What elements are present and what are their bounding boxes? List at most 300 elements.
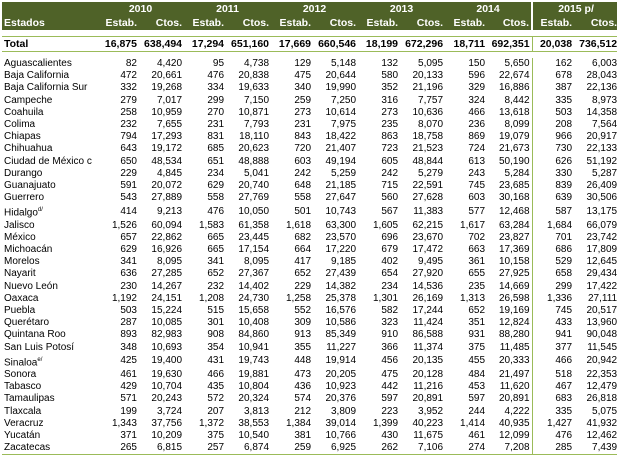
value-cell: 6,815: [139, 442, 184, 455]
value-cell: 1,617: [460, 219, 486, 231]
value-cell: 682: [294, 231, 312, 243]
value-cell: 1,258: [285, 292, 312, 304]
value-cell: 28,043: [586, 70, 617, 82]
value-cell: 24,151: [151, 292, 183, 304]
value-cell: 234: [381, 280, 399, 292]
value-cell: 10,540: [238, 430, 270, 441]
value-cell: 12,462: [586, 430, 617, 441]
year-2012-header: 2012: [271, 2, 358, 16]
value-cell: 19,400: [151, 355, 183, 367]
value-cell: 10,923: [325, 381, 357, 393]
value-cell: 8,095: [243, 256, 270, 268]
state-name: México: [4, 231, 36, 243]
value-cell: 10,704: [151, 381, 183, 393]
value-cell: 730: [555, 143, 573, 155]
value-cell: 869: [468, 131, 486, 143]
value-cell: 27,920: [412, 268, 444, 280]
value-cell: 11,424: [413, 317, 444, 329]
value-cell: 19,169: [487, 305, 532, 317]
value-cell: 1,301: [373, 292, 399, 304]
value-cell: 467: [555, 381, 573, 393]
value-cell: 1,414: [460, 417, 486, 429]
value-cell: 11,383: [413, 205, 444, 217]
state-name: Querétaro: [4, 317, 50, 329]
value-cell: 472: [120, 70, 137, 82]
value-cell: 10,085: [151, 317, 183, 329]
value-cell: 5,650: [487, 58, 532, 70]
state-name-cell: [2, 95, 97, 107]
value-cell: 18,110: [239, 131, 270, 143]
value-cell: 629: [120, 244, 137, 256]
ctos-column-header: Ctos.: [139, 16, 184, 30]
value-cell: 863: [381, 131, 399, 143]
hotel-statistics-table-container: [2, 2, 617, 455]
value-cell: 208: [555, 119, 573, 131]
state-name: Nuevo León: [4, 280, 58, 292]
value-cell: 82: [125, 58, 137, 70]
value-cell: 466: [555, 355, 573, 367]
value-cell: 7,655: [156, 119, 183, 131]
value-cell: 22,133: [586, 143, 617, 155]
value-cell: 908: [207, 329, 225, 341]
year-2014-header: 2014: [445, 2, 532, 16]
ctos-column-header: Ctos.: [574, 16, 617, 30]
value-cell: 60,094: [151, 219, 183, 231]
state-name: Zacatecas: [4, 442, 51, 454]
value-cell: 613: [468, 155, 486, 167]
value-cell: 63,300: [325, 219, 357, 231]
value-cell: 27,628: [412, 192, 444, 204]
table-row: [2, 268, 617, 280]
value-cell: 685: [207, 143, 225, 155]
state-rows: [2, 58, 617, 455]
value-cell: 571: [120, 393, 137, 405]
value-cell: 366: [381, 341, 399, 353]
total-value: 651,160: [226, 37, 271, 52]
value-cell: 597: [381, 393, 399, 405]
value-cell: 652: [294, 268, 312, 280]
value-cell: 40,223: [412, 417, 444, 429]
value-cell: 8,099: [487, 119, 532, 131]
value-cell: 20,942: [586, 355, 617, 367]
value-cell: 580: [381, 70, 399, 82]
state-name: Baja California Sur: [4, 82, 88, 94]
value-cell: 223: [381, 405, 399, 417]
value-cell: 66,079: [586, 219, 617, 231]
value-cell: 10,158: [487, 256, 532, 268]
value-cell: 5,287: [592, 167, 617, 179]
value-cell: 10,586: [325, 317, 357, 329]
value-cell: 13,618: [487, 107, 532, 119]
value-cell: 21,523: [412, 143, 444, 155]
value-cell: 17,369: [487, 244, 532, 256]
value-cell: 132: [381, 58, 399, 70]
value-cell: 429: [120, 381, 137, 393]
value-cell: 262: [358, 442, 400, 455]
value-cell: 931: [468, 329, 486, 341]
state-name-cell: [2, 442, 97, 455]
table-row: [2, 82, 617, 94]
value-cell: 652: [207, 268, 225, 280]
value-cell: 335: [555, 405, 573, 417]
value-cell: 9,185: [331, 256, 357, 268]
value-cell: 19,079: [487, 131, 532, 143]
total-value: 736,512: [574, 37, 617, 52]
value-cell: 1,384: [285, 417, 312, 429]
value-cell: 14,402: [238, 280, 270, 292]
value-cell: 402: [381, 256, 399, 268]
table-row: [2, 220, 617, 232]
value-cell: 20,376: [325, 393, 357, 405]
state-name-cell: [2, 192, 97, 204]
value-cell: 23,445: [238, 231, 270, 243]
value-cell: 503: [120, 304, 137, 316]
table-row: [2, 232, 617, 244]
state-name-cell: [2, 268, 97, 280]
table-row: [2, 95, 617, 107]
table-row: [2, 131, 617, 143]
value-cell: 20,243: [151, 393, 183, 405]
value-cell: 27,925: [487, 268, 532, 280]
value-cell: 11,216: [413, 381, 444, 393]
value-cell: 5,259: [331, 167, 357, 179]
state-name-cell: [2, 341, 97, 353]
value-cell: 361: [468, 256, 486, 268]
value-cell: 14,358: [586, 106, 617, 118]
state-name-cell: [2, 256, 97, 268]
state-name-cell: [2, 317, 97, 329]
value-cell: 12,479: [586, 381, 617, 393]
value-cell: 243: [468, 167, 486, 179]
table-row: [2, 442, 617, 455]
state-name-cell: [2, 220, 97, 232]
value-cell: 26,169: [412, 292, 444, 304]
table-row: [2, 305, 617, 317]
value-cell: 27,889: [151, 192, 183, 204]
value-cell: 21,673: [487, 143, 532, 155]
value-cell: 13,960: [586, 317, 617, 329]
value-cell: 745: [468, 179, 486, 191]
table-row: [2, 244, 617, 256]
value-cell: 11,374: [413, 341, 444, 353]
estab-column-header: Estab.: [97, 16, 139, 30]
state-name-cell: [2, 82, 97, 94]
state-name: Sinaloa: [4, 356, 38, 368]
year-2013-header: 2013: [358, 2, 445, 16]
table-row: [2, 180, 617, 192]
state-name: Chiapas: [4, 131, 41, 143]
value-cell: 461: [120, 369, 137, 381]
value-cell: 19,268: [151, 82, 183, 94]
value-cell: 476: [207, 205, 225, 217]
value-cell: 605: [381, 155, 399, 167]
value-cell: 643: [120, 143, 137, 155]
value-cell: 19,630: [151, 369, 183, 381]
state-name-cell: [2, 232, 97, 244]
value-cell: 229: [294, 280, 312, 292]
value-cell: 375: [207, 430, 225, 441]
value-cell: 50,190: [487, 156, 532, 168]
value-cell: 20,072: [151, 179, 183, 191]
value-cell: 20,644: [325, 70, 357, 82]
value-cell: 582: [381, 304, 399, 316]
state-name: Tamaulipas: [4, 393, 55, 405]
value-cell: 417: [294, 256, 312, 268]
value-cell: 577: [468, 205, 486, 217]
value-cell: 596: [468, 70, 486, 82]
value-cell: 3,809: [331, 405, 357, 417]
value-cell: 375: [468, 341, 486, 353]
value-cell: 285: [532, 442, 574, 455]
value-cell: 150: [468, 58, 486, 70]
value-cell: 231: [207, 119, 225, 131]
table-header: [2, 2, 617, 30]
value-cell: 543: [120, 192, 137, 204]
value-cell: 23,742: [586, 231, 617, 243]
value-cell: 235: [381, 119, 399, 131]
value-cell: 20,891: [412, 393, 444, 405]
value-cell: 7,757: [418, 94, 444, 106]
value-cell: 17,422: [586, 280, 617, 292]
value-cell: 8,095: [156, 256, 183, 268]
value-cell: 831: [207, 131, 225, 143]
value-cell: 341: [120, 256, 137, 268]
value-cell: 354: [207, 341, 225, 353]
value-cell: 7,564: [592, 119, 617, 131]
value-cell: 665: [207, 231, 225, 243]
value-cell: 657: [120, 231, 137, 243]
value-cell: 567: [381, 205, 399, 217]
ctos-column-header: Ctos.: [400, 16, 445, 30]
state-name-cell: [2, 180, 97, 192]
value-cell: 843: [294, 131, 312, 143]
table-row: [2, 329, 617, 341]
state-name-cell: [2, 418, 97, 430]
value-cell: 63,284: [487, 220, 532, 232]
value-cell: 448: [294, 355, 312, 367]
value-cell: 8,973: [592, 94, 617, 106]
value-cell: 351: [468, 317, 486, 329]
value-cell: 199: [120, 405, 137, 417]
state-name: Chihuahua: [4, 143, 53, 155]
table-row: [2, 381, 617, 393]
value-cell: 1,336: [547, 292, 573, 304]
value-cell: 461: [468, 430, 486, 441]
total-value: 672,296: [400, 37, 445, 52]
value-cell: 25,378: [325, 292, 357, 304]
value-cell: 453: [468, 381, 486, 393]
value-cell: 21,497: [487, 369, 532, 381]
state-name-cell: [2, 329, 97, 341]
table-row: [2, 156, 617, 168]
value-cell: 629: [207, 179, 225, 191]
state-name: Colima: [4, 119, 36, 131]
value-cell: 1,399: [373, 417, 399, 429]
value-cell: 234: [207, 167, 225, 179]
value-cell: 324: [468, 94, 486, 106]
state-name-cell: [2, 406, 97, 418]
value-cell: 273: [294, 106, 312, 118]
state-name-cell: [2, 381, 97, 393]
value-cell: 21,196: [412, 82, 444, 94]
value-cell: 442: [381, 381, 399, 393]
estab-column-header: Estab.: [184, 16, 226, 30]
value-cell: 27,647: [325, 192, 357, 204]
year-2010-header: 2010: [97, 2, 184, 16]
state-name: Yucatán: [4, 430, 41, 441]
estab-column-header: Estab.: [445, 16, 487, 30]
state-name: Michoacán: [4, 244, 53, 256]
value-cell: 1,313: [460, 292, 486, 304]
value-cell: 651: [207, 155, 225, 167]
value-cell: 244: [468, 405, 486, 417]
total-value: 17,669: [271, 37, 313, 52]
state-name: Guerrero: [4, 192, 45, 204]
value-cell: 90,048: [586, 329, 617, 341]
value-cell: 259: [294, 94, 312, 106]
value-cell: 18,422: [325, 131, 357, 143]
state-name: San Luis Potosí: [4, 341, 75, 353]
value-cell: 913: [294, 329, 312, 341]
value-cell: 16,926: [151, 244, 183, 256]
value-cell: 552: [294, 304, 312, 316]
state-name-cell: [2, 305, 97, 317]
value-cell: 683: [555, 393, 573, 405]
value-cell: 414: [120, 205, 137, 217]
value-cell: 38,553: [238, 417, 270, 429]
value-cell: 231: [294, 119, 312, 131]
state-name: Jalisco: [4, 219, 35, 231]
table-row: [2, 369, 617, 381]
value-cell: 39,014: [325, 417, 357, 429]
value-cell: 591: [120, 179, 137, 191]
value-cell: 7,975: [331, 119, 357, 131]
value-cell: 19,990: [325, 82, 357, 94]
value-cell: 20,133: [412, 70, 444, 82]
value-cell: 352: [381, 82, 399, 94]
value-cell: 678: [555, 70, 573, 82]
value-cell: 11,485: [487, 341, 532, 353]
value-cell: 279: [120, 94, 137, 106]
value-cell: 41,932: [586, 417, 617, 429]
value-cell: 21,185: [325, 179, 357, 191]
value-cell: 26,409: [586, 179, 617, 191]
value-cell: 476: [207, 70, 225, 82]
value-cell: 84,860: [238, 329, 270, 341]
total-row: [2, 37, 617, 52]
value-cell: 15,658: [238, 304, 270, 316]
value-cell: 10,959: [151, 106, 183, 118]
value-cell: 12,645: [586, 256, 617, 268]
value-cell: 4,420: [156, 58, 183, 70]
value-cell: 88,280: [487, 329, 532, 341]
value-cell: 5,075: [592, 405, 617, 417]
state-name-cell: [2, 119, 97, 131]
value-cell: 723: [381, 143, 399, 155]
value-cell: 17,220: [325, 244, 357, 256]
state-name: Durango: [4, 167, 43, 179]
value-cell: 1,343: [111, 417, 137, 429]
total-value: 18,711: [445, 37, 487, 52]
value-cell: 51,192: [586, 155, 617, 167]
value-cell: 242: [294, 167, 312, 179]
estab-column-header: Estab.: [358, 16, 400, 30]
value-cell: 5,041: [243, 167, 270, 179]
state-name-cell: [2, 58, 97, 70]
total-value: 17,294: [184, 37, 226, 52]
table-row: [2, 70, 617, 82]
value-cell: 162: [555, 58, 573, 70]
value-cell: 20,135: [412, 355, 444, 367]
value-cell: 5,148: [331, 58, 357, 70]
value-cell: 8,442: [487, 95, 532, 107]
value-cell: 3,813: [243, 405, 270, 417]
value-cell: 334: [207, 82, 225, 94]
table-row: [2, 192, 617, 204]
value-cell: 436: [294, 381, 312, 393]
state-name-cell: [2, 369, 97, 381]
state-name: Campeche: [4, 94, 53, 106]
table-row: [2, 341, 617, 353]
state-name: Tlaxcala: [4, 405, 42, 417]
state-name-cell: [2, 354, 97, 369]
table-row: [2, 317, 617, 329]
value-cell: 636: [120, 268, 137, 280]
value-cell: 316: [381, 94, 399, 106]
value-cell: 27,367: [238, 268, 270, 280]
value-cell: 18,758: [412, 131, 444, 143]
value-cell: 966: [555, 131, 573, 143]
state-name: Oaxaca: [4, 292, 39, 304]
total-value: 20,038: [532, 37, 574, 52]
value-cell: 1,372: [198, 417, 225, 429]
value-cell: 330: [555, 167, 573, 179]
value-cell: 17,154: [238, 244, 270, 256]
value-cell: 626: [555, 155, 573, 167]
value-cell: 658: [555, 268, 573, 280]
value-cell: 1,618: [285, 219, 312, 231]
value-cell: 21,407: [325, 143, 357, 155]
value-cell: 348: [120, 341, 137, 353]
value-cell: 10,408: [238, 317, 270, 329]
ctos-column-header: Ctos.: [226, 16, 271, 30]
value-cell: 794: [120, 131, 137, 143]
value-cell: 242: [381, 167, 399, 179]
value-cell: 259: [271, 442, 313, 455]
value-cell: 1,684: [547, 219, 573, 231]
value-cell: 236: [468, 119, 486, 131]
value-cell: 48,844: [412, 155, 444, 167]
state-name: Ciudad de México c: [4, 155, 92, 167]
value-cell: 425: [120, 355, 137, 367]
state-name: Nayarit: [4, 268, 36, 280]
value-cell: 20,205: [325, 369, 357, 381]
state-name: Hidalgo: [4, 207, 38, 219]
value-cell: 19,172: [151, 143, 183, 155]
value-cell: 19,914: [325, 355, 357, 367]
value-cell: 27,439: [325, 268, 357, 280]
value-cell: 10,766: [325, 430, 357, 441]
value-cell: 207: [207, 405, 225, 417]
value-cell: 9,213: [156, 205, 183, 217]
value-cell: 1,583: [198, 219, 225, 231]
value-cell: 655: [468, 268, 486, 280]
value-cell: 572: [207, 393, 225, 405]
state-name-cell: [2, 156, 97, 168]
value-cell: 654: [381, 268, 399, 280]
value-cell: 4,738: [243, 58, 270, 70]
value-cell: 10,804: [238, 381, 270, 393]
